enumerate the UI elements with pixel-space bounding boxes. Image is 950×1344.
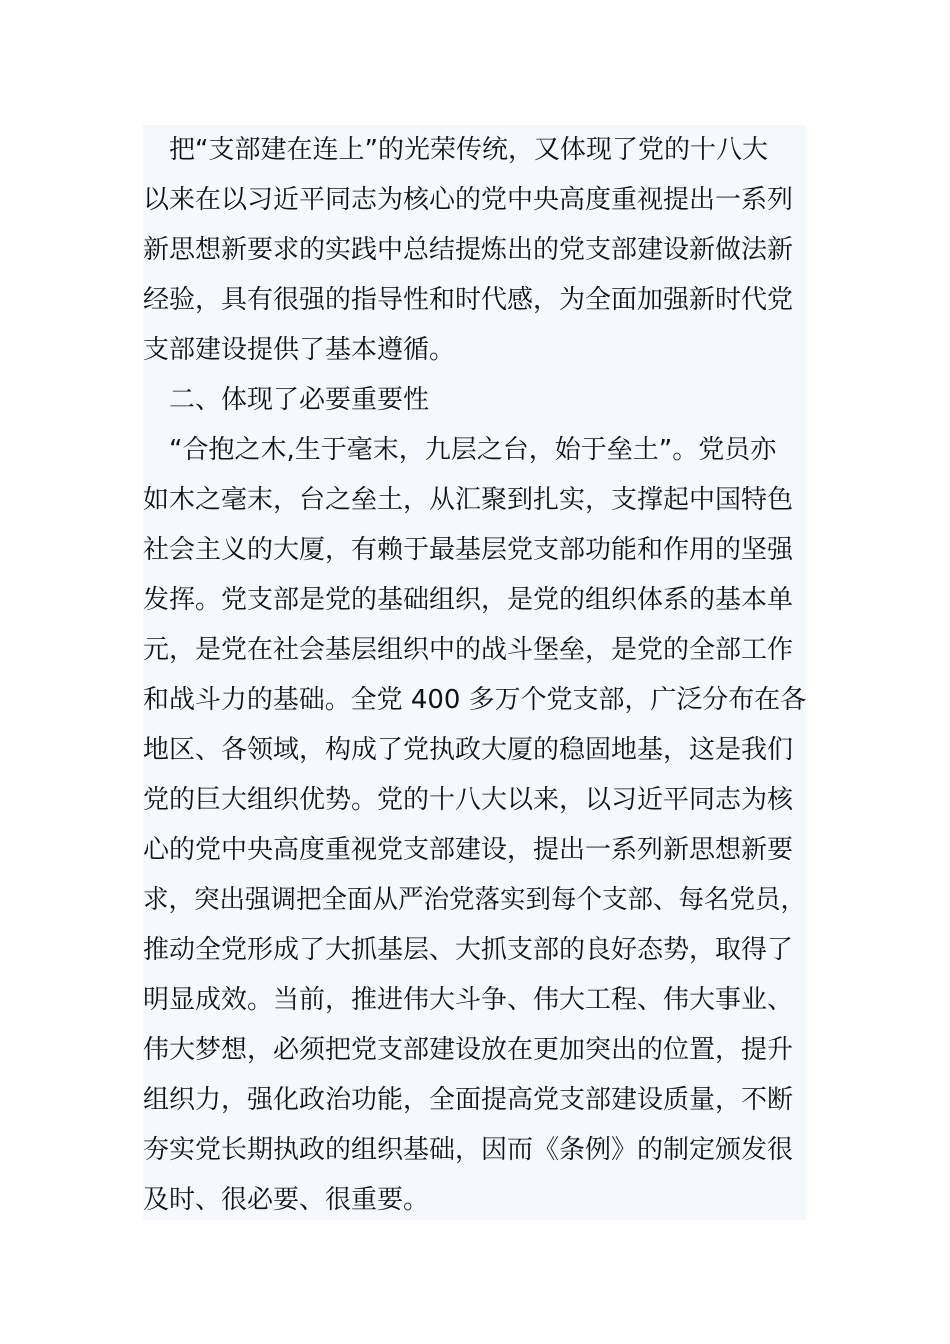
text-line: 支部建设提供了基本遵循。 <box>143 335 456 365</box>
text-line: 伟大梦想，必须把党支部建设放在更加突出的位置，提升 <box>143 1035 794 1065</box>
text-line: 以来在以习近平同志为核心的党中央高度重视提出一系列 <box>143 185 794 215</box>
text-line: 地区、各领域，构成了党执政大厦的稳固地基，这是我们 <box>143 735 794 765</box>
text-line: 如木之毫末，台之垒土，从汇聚到扎实，支撑起中国特色 <box>143 485 794 515</box>
text-line: 元，是党在社会基层组织中的战斗堡垒，是党的全部工作 <box>143 635 794 665</box>
text-line: 经验，具有很强的指导性和时代感，为全面加强新时代党 <box>143 285 794 315</box>
text-line: “合抱之木,生于毫末，九层之台，始于垒土”。党员亦 <box>143 435 777 465</box>
text-line: 心的党中央高度重视党支部建设，提出一系列新思想新要 <box>143 835 794 865</box>
text-line: 党的巨大组织优势。党的十八大以来，以习近平同志为核 <box>143 785 794 815</box>
text-line: 推动全党形成了大抓基层、大抓支部的良好态势，取得了 <box>143 935 794 965</box>
text-line: 及时、很必要、很重要。 <box>143 1185 430 1215</box>
document-text-block <box>143 125 806 1220</box>
text-line: 夯实党长期执政的组织基础，因而《条例》的制定颁发很 <box>143 1135 794 1165</box>
text-line: 组织力，强化政治功能，全面提高党支部建设质量，不断 <box>143 1085 794 1115</box>
text-line: 和战斗力的基础。全党 400 多万个党支部，广泛分布在各 <box>143 685 807 715</box>
text-line: 社会主义的大厦，有赖于最基层党支部功能和作用的坚强 <box>143 535 794 565</box>
text-line: 把“支部建在连上”的光荣传统，又体现了党的十八大 <box>143 135 768 165</box>
text-line: 发挥。党支部是党的基础组织，是党的组织体系的基本单 <box>143 585 794 615</box>
text-line: 新思想新要求的实践中总结提炼出的党支部建设新做法新 <box>143 235 794 265</box>
text-line: 求，突出强调把全面从严治党落实到每个支部、每名党员， <box>143 885 807 915</box>
section-heading: 二、体现了必要重要性 <box>143 385 430 415</box>
text-line: 明显成效。当前，推进伟大斗争、伟大工程、伟大事业、 <box>143 985 794 1015</box>
